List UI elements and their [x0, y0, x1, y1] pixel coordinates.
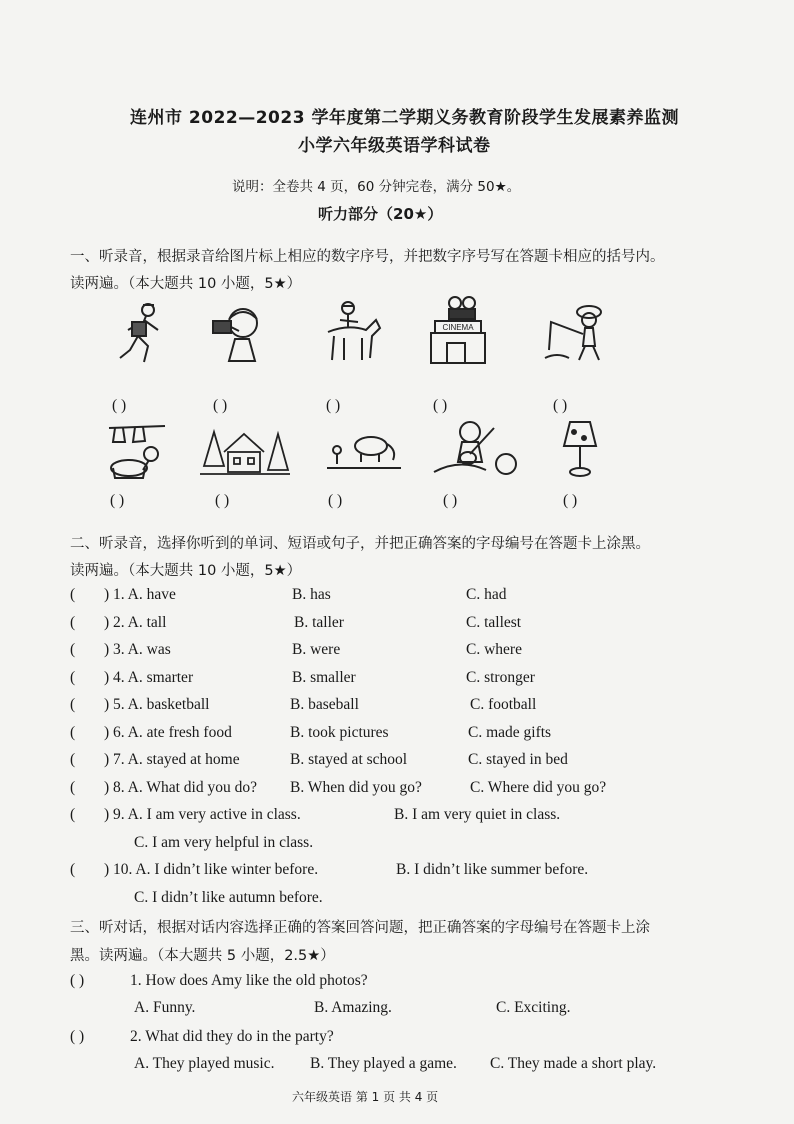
picture-5-answer-bracket[interactable]: ( )	[553, 397, 568, 414]
s3-q1-option-a[interactable]: A. Funny.	[134, 999, 196, 1016]
q10-open-paren[interactable]: (	[70, 861, 76, 878]
s3-q2-bracket[interactable]: ( )	[70, 1028, 85, 1045]
q2-option-b[interactable]: B. taller	[294, 614, 344, 631]
q7-option-a[interactable]: ) 7. A. stayed at home	[104, 751, 240, 768]
q4-open-paren[interactable]: (	[70, 669, 76, 686]
s3-q1-option-c[interactable]: C. Exciting.	[496, 999, 571, 1016]
q7-option-c[interactable]: C. stayed in bed	[468, 751, 568, 768]
svg-text:CINEMA: CINEMA	[442, 323, 474, 332]
section2-instruction: 二、听录音，选择你听到的单词、短语或句子，并把正确答案的字母编号在答题卡上涂黑。	[70, 536, 650, 552]
q7-open-paren[interactable]: (	[70, 751, 76, 768]
s3-q1-bracket[interactable]: ( )	[70, 972, 85, 989]
q1-option-c[interactable]: C. had	[466, 586, 507, 603]
q4-option-c[interactable]: C. stronger	[466, 669, 535, 686]
s3-q1-question: 1. How does Amy like the old photos?	[130, 972, 368, 989]
q1-option-b[interactable]: B. has	[292, 586, 331, 603]
q4-option-b[interactable]: B. smaller	[292, 669, 356, 686]
q9-option-a[interactable]: ) 9. A. I am very active in class.	[104, 806, 301, 823]
boy-fishing-icon	[543, 300, 607, 366]
q8-option-c[interactable]: C. Where did you go?	[470, 779, 607, 796]
picture-8-answer-bracket[interactable]: ( )	[328, 492, 343, 509]
elephant-lake-icon	[325, 432, 403, 472]
snowy-village-icon	[198, 422, 292, 482]
s3-q2-question: 2. What did they do in the party?	[130, 1028, 334, 1045]
section3-instruction-2: 黑。读两遍。（本大题共 5 小题，2.5★）	[70, 948, 335, 964]
q3-open-paren[interactable]: (	[70, 641, 76, 658]
q5-open-paren[interactable]: (	[70, 696, 76, 713]
section1-instruction-2: 读两遍。（本大题共 10 小题，5★）	[70, 276, 302, 292]
q10-option-c[interactable]: C. I didn’t like autumn before.	[134, 889, 323, 906]
q2-option-a[interactable]: ) 2. A. tall	[104, 614, 167, 631]
picture-6-answer-bracket[interactable]: ( )	[110, 492, 125, 509]
q8-option-b[interactable]: B. When did you go?	[290, 779, 422, 796]
q9-option-c[interactable]: C. I am very helpful in class.	[134, 834, 314, 851]
girl-taking-photo-icon	[205, 305, 269, 367]
picture-7-answer-bracket[interactable]: ( )	[215, 492, 230, 509]
q2-option-c[interactable]: C. tallest	[466, 614, 522, 631]
s3-q2-option-c[interactable]: C. They made a short play.	[490, 1055, 657, 1072]
boy-running-icon	[110, 300, 170, 370]
q9-open-paren[interactable]: (	[70, 806, 76, 823]
picture-4-answer-bracket[interactable]: ( )	[433, 397, 448, 414]
q6-open-paren[interactable]: (	[70, 724, 76, 741]
listening-section-title: 听力部分（20★）	[318, 205, 443, 223]
q3-option-c[interactable]: C. where	[466, 641, 522, 658]
q10-option-b[interactable]: B. I didn’t like summer before.	[396, 861, 589, 878]
q2-open-paren[interactable]: (	[70, 614, 76, 631]
q10-option-a[interactable]: ) 10. A. I didn’t like winter before.	[104, 861, 319, 878]
q6-option-b[interactable]: B. took pictures	[290, 724, 389, 741]
q8-option-a[interactable]: ) 8. A. What did you do?	[104, 779, 257, 796]
section3-instruction: 三、听对话，根据对话内容选择正确的答案回答问题，把正确答案的字母编号在答题卡上涂	[70, 920, 650, 936]
q3-option-b[interactable]: B. were	[292, 641, 341, 658]
washing-clothes-icon	[105, 420, 169, 482]
boy-riding-horse-icon	[318, 298, 384, 368]
picture-10-answer-bracket[interactable]: ( )	[563, 492, 578, 509]
table-lamp-icon	[560, 418, 600, 480]
boy-playing-guitar-icon	[430, 418, 522, 480]
picture-1-answer-bracket[interactable]: ( )	[112, 397, 127, 414]
q3-option-a[interactable]: ) 3. A. was	[104, 641, 171, 658]
q6-option-c[interactable]: C. made gifts	[468, 724, 552, 741]
q1-option-a[interactable]: ) 1. A. have	[104, 586, 176, 603]
q8-open-paren[interactable]: (	[70, 779, 76, 796]
q9-option-b[interactable]: B. I am very quiet in class.	[394, 806, 561, 823]
q4-option-a[interactable]: ) 4. A. smarter	[104, 669, 194, 686]
q6-option-a[interactable]: ) 6. A. ate fresh food	[104, 724, 232, 741]
exam-title-line1: 连州市 2022—2023 学年度第二学期义务教育阶段学生发展素养监测	[130, 108, 679, 128]
q1-open-paren[interactable]: (	[70, 586, 76, 603]
s3-q2-option-b[interactable]: B. They played a game.	[310, 1055, 457, 1072]
q5-option-b[interactable]: B. baseball	[290, 696, 359, 713]
exam-note: 说明：全卷共 4 页，60 分钟完卷，满分 50★。	[232, 179, 521, 195]
cinema-icon	[425, 295, 491, 367]
s3-q2-option-a[interactable]: A. They played music.	[134, 1055, 275, 1072]
picture-3-answer-bracket[interactable]: ( )	[326, 397, 341, 414]
q7-option-b[interactable]: B. stayed at school	[290, 751, 408, 768]
s3-q1-option-b[interactable]: B. Amazing.	[314, 999, 392, 1016]
exam-title-line2: 小学六年级英语学科试卷	[298, 136, 491, 156]
picture-2-answer-bracket[interactable]: ( )	[213, 397, 228, 414]
section1-instruction: 一、听录音，根据录音给图片标上相应的数字序号，并把数字序号写在答题卡相应的括号内。	[70, 249, 665, 265]
page-footer: 六年级英语 第 1 页 共 4 页	[292, 1090, 439, 1104]
q5-option-c[interactable]: C. football	[470, 696, 537, 713]
q5-option-a[interactable]: ) 5. A. basketball	[104, 696, 210, 713]
picture-9-answer-bracket[interactable]: ( )	[443, 492, 458, 509]
section2-instruction-2: 读两遍。（本大题共 10 小题，5★）	[70, 563, 302, 579]
